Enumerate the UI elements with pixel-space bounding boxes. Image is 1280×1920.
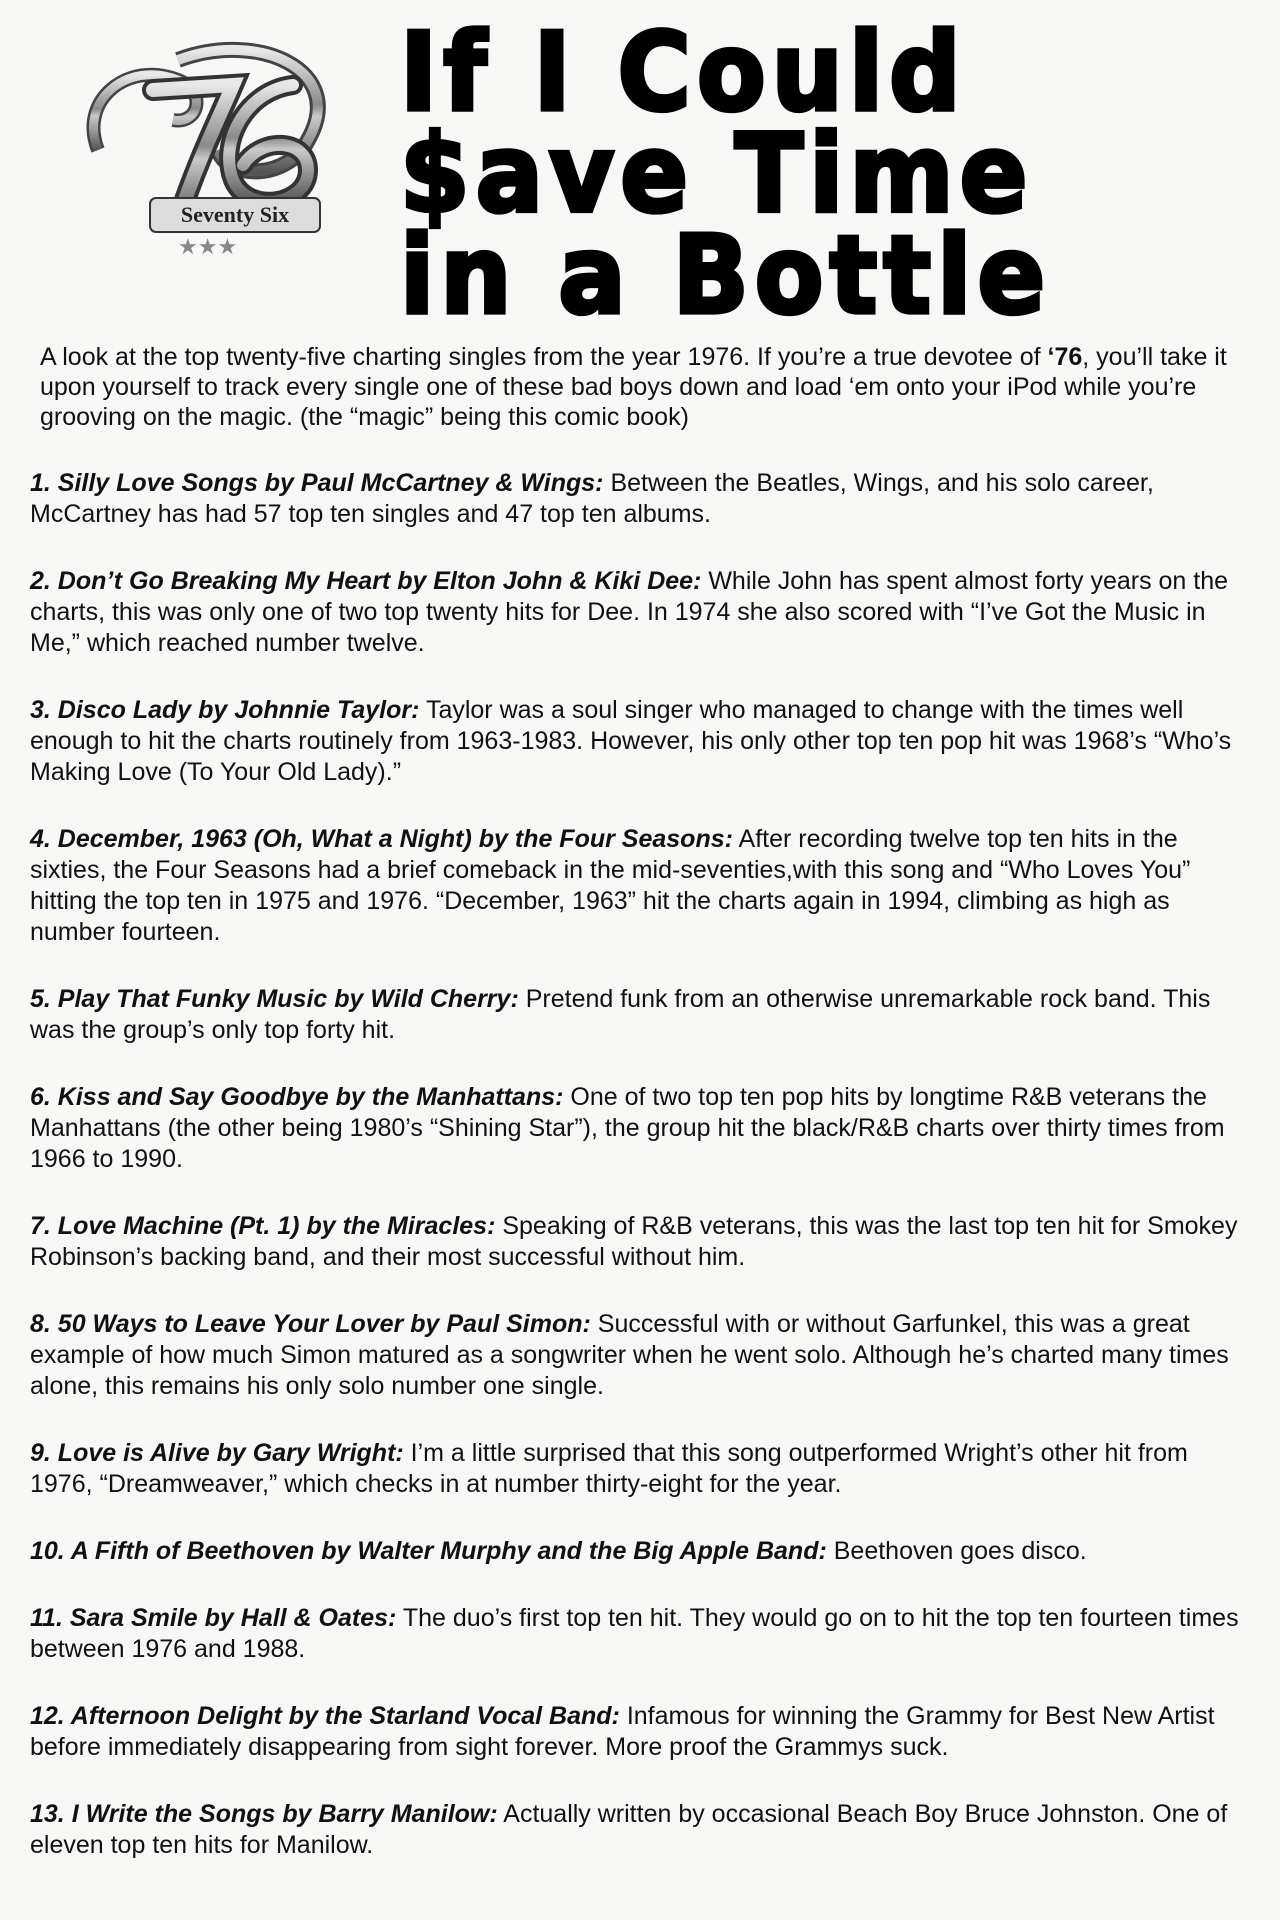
song-description: The duo’s first top ten hit. They would go on to hit the top ten fourteen times between 1976 and 1988. — [30, 1604, 1239, 1663]
song-heading: 10. A Fifth of Beethoven by Walter Murphy and the Big Apple Band: — [30, 1537, 827, 1565]
song-entry — [30, 1701, 1255, 1763]
song-heading: 12. Afternoon Delight by the Starland Vocal Band: — [30, 1702, 620, 1730]
song-heading: 13. I Write the Songs by Barry Manilow: — [30, 1800, 498, 1828]
song-heading: 11. Sara Smile by Hall & Oates: — [30, 1604, 397, 1632]
song-description: Beethoven goes disco. — [826, 1537, 1087, 1565]
song-heading: 5. Play That Funky Music by Wild Cherry: — [30, 985, 519, 1013]
song-heading: 9. Love is Alive by Gary Wright: — [30, 1439, 404, 1467]
star-icon: ★★★ — [178, 234, 238, 259]
song-heading: 6. Kiss and Say Goodbye by the Manhattans: — [30, 1083, 564, 1111]
song-description: Pretend funk from an otherwise unremarkable rock band. This was the group’s only top forty hit. — [30, 985, 1211, 1044]
intro-paragraph — [40, 342, 1250, 432]
title-line-3: in a Bottle — [400, 212, 1052, 339]
song-entry — [30, 824, 1255, 948]
song-list — [30, 468, 1255, 1897]
seventy-six-logo — [58, 30, 358, 260]
song-entry — [30, 566, 1255, 659]
intro-year: ‘76 — [1047, 343, 1083, 371]
song-heading: 3. Disco Lady by Johnnie Taylor: — [30, 696, 420, 724]
song-description: Between the Beatles, Wings, and his solo career, McCartney has had 57 top ten singles and 47 top ten albums. — [30, 469, 1154, 528]
intro-text-1: A look at the top twenty-five charting singles from the year 1976. If you’re a true devotee of — [40, 343, 1048, 371]
song-entry — [30, 1211, 1255, 1273]
song-heading: 7. Love Machine (Pt. 1) by the Miracles: — [30, 1212, 496, 1240]
intro-text-2: , you’ll take it upon yourself to track every single one of these bad boys down and load ‘em onto your iPod while you’re grooving on the magic. (the “magic” being this comic book) — [40, 343, 1227, 431]
song-entry — [30, 1536, 1255, 1567]
title-line-1: If I Could — [400, 9, 967, 136]
logo-text: Seventy Six — [180, 202, 290, 227]
logo-graphic — [58, 30, 358, 260]
song-entry — [30, 695, 1255, 788]
song-description: Speaking of R&B veterans, this was the last top ten hit for Smokey Robinson’s backing band, and their most successful without him. — [30, 1212, 1238, 1271]
song-description: Taylor was a soul singer who managed to change with the times well enough to hit the charts routinely from 1963-1983. However, his only other top ten pop hit was 1968’s “Who’s Making Love (To Your Old Lady).” — [30, 696, 1232, 786]
song-heading: 8. 50 Ways to Leave Your Lover by Paul Simon: — [30, 1310, 591, 1338]
song-entry — [30, 1309, 1255, 1402]
song-heading: 2. Don’t Go Breaking My Heart by Elton John & Kiki Dee: — [30, 567, 702, 595]
song-description: After recording twelve top ten hits in the sixties, the Four Seasons had a brief comeback in the mid-seventies,with this song and “Who Loves You” hitting the top ten in 1975 and 1976. “December, 1963” hit the charts again in 1994, climbing as high as number fourteen. — [30, 825, 1191, 946]
song-entry — [30, 984, 1255, 1046]
song-description: I’m a little surprised that this song outperformed Wright’s other hit from 1976, “Dreamweaver,” which checks in at number thirty-eight for the year. — [30, 1439, 1188, 1498]
song-heading: 1. Silly Love Songs by Paul McCartney & Wings: — [30, 469, 604, 497]
song-description: One of two top ten pop hits by longtime R&B veterans the Manhattans (the other being 1980’s “Shining Star”), the group hit the black/R&B charts over thirty times from 1966 to 1990. — [30, 1083, 1225, 1173]
song-entry — [30, 1799, 1255, 1861]
song-entry — [30, 1438, 1255, 1500]
song-description: Successful with or without Garfunkel, this was a great example of how much Simon matured as a songwriter when he went solo. Although he’s charted many times alone, this remains his only solo number one single. — [30, 1310, 1229, 1400]
song-entry — [30, 468, 1255, 530]
song-description: Actually written by occasional Beach Boy Bruce Johnston. One of eleven top ten hits for Manilow. — [30, 1800, 1228, 1859]
song-heading: 4. December, 1963 (Oh, What a Night) by the Four Seasons: — [30, 825, 733, 853]
song-entry — [30, 1082, 1255, 1175]
song-description: Infamous for winning the Grammy for Best New Artist before immediately disappearing from sight forever. More proof the Grammys suck. — [30, 1702, 1215, 1761]
title-line-2: $ave Time — [400, 110, 1034, 237]
page-title — [400, 9, 1260, 339]
song-entry — [30, 1603, 1255, 1665]
song-description: While John has spent almost forty years on the charts, this was only one of two top twenty hits for Dee. In 1974 she also scored with “I’ve Got the Music in Me,” which reached number twelve. — [30, 567, 1229, 657]
